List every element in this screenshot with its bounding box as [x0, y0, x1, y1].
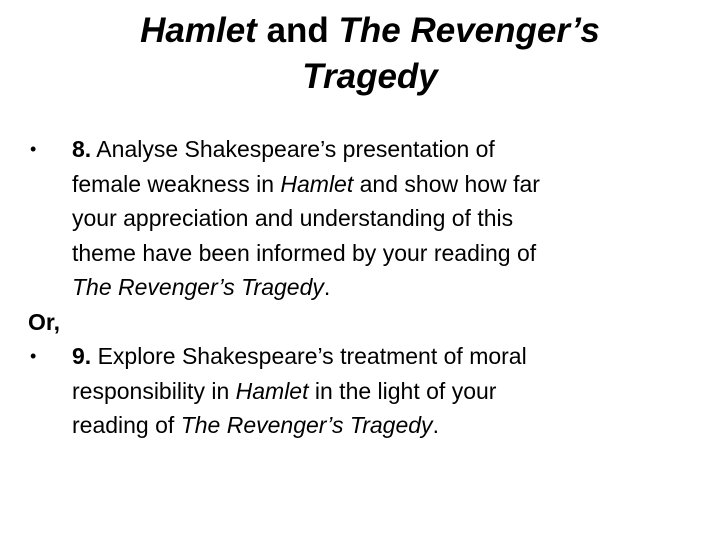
q8-line-5: [72, 270, 718, 305]
question-number: 8.: [72, 136, 92, 162]
question-number: 9.: [72, 343, 92, 369]
q9-text-2a: responsibility in: [72, 377, 236, 404]
title-line-1: [60, 8, 680, 54]
q8-text-2c: and show how far: [353, 170, 540, 197]
q8-text-5b: .: [323, 274, 331, 300]
slide-content: [28, 132, 718, 443]
q9-text-3c: .: [432, 412, 439, 438]
q9-line-3: [72, 408, 718, 443]
q8-text-5a: The Revenger’s Tragedy: [72, 274, 324, 300]
or-label: Or,: [28, 308, 60, 335]
q8-text-2b: Hamlet: [280, 170, 354, 197]
q8-line-2: [72, 167, 718, 202]
q8-line-3: your appreciation and understanding of this: [72, 205, 514, 231]
q8-text-1: Analyse Shakespeare’s presentation of: [91, 136, 495, 162]
q9-text-2c: in the light of your: [308, 377, 497, 404]
bullet-dot: •: [30, 139, 37, 159]
title-and: and: [256, 11, 339, 50]
title-revengers: The Revenger’s: [338, 11, 600, 50]
q9-line-2: [72, 374, 718, 409]
q9-text-3b: The Revenger’s Tragedy: [180, 412, 433, 438]
question-8: [28, 132, 718, 305]
q9-line-1: [72, 339, 718, 374]
question-9: [28, 339, 718, 443]
q9-text-2b: Hamlet: [235, 377, 309, 404]
slide-title: [60, 8, 680, 100]
q8-line-1: [72, 132, 718, 167]
q8-text-2a: female weakness in: [72, 170, 281, 197]
q9-text-3a: reading of: [72, 412, 181, 438]
title-hamlet: Hamlet: [140, 11, 257, 50]
title-tragedy: Tragedy: [302, 57, 438, 96]
bullet-dot: •: [30, 346, 37, 366]
q8-line-4: theme have been informed by your reading of: [72, 239, 537, 266]
q9-text-1: Explore Shakespeare’s treatment of moral: [91, 343, 527, 369]
